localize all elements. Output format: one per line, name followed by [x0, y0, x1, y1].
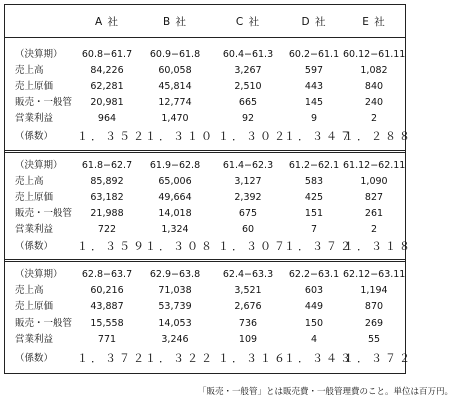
- cell: 61.2−62.1: [288, 160, 340, 171]
- cell: 151: [304, 208, 324, 219]
- cell: 3,521: [234, 285, 262, 296]
- block-divider: [5, 259, 405, 262]
- cell: 21,988: [90, 208, 124, 219]
- cell: 583: [304, 176, 324, 187]
- header-company-b: B 社: [162, 16, 188, 28]
- row-label-sga: 販売・一般管: [15, 208, 73, 219]
- row-label-coefficient: （係数）: [15, 131, 54, 142]
- cell: １．２８８: [343, 130, 413, 143]
- cell: 2: [370, 113, 378, 124]
- cell: 71,038: [158, 285, 192, 296]
- cell: 2: [370, 224, 378, 235]
- cell: 49,664: [158, 192, 192, 203]
- cell: 60,216: [90, 285, 124, 296]
- cell: 870: [364, 301, 384, 312]
- cell: １．３１８: [343, 240, 413, 253]
- cell: 14,018: [158, 208, 192, 219]
- row-label-cogs: 売上原価: [15, 301, 54, 312]
- cell: １．３２２: [145, 352, 215, 365]
- row-label-sales: 売上高: [15, 65, 44, 76]
- cell: 964: [97, 113, 117, 124]
- cell: 53,739: [158, 301, 192, 312]
- footnote: 「販売・一般管」とは販売費・一般管理費のこと。単位は百万円。: [198, 387, 453, 397]
- cell: 85,892: [90, 176, 124, 187]
- cell: 150: [304, 318, 324, 329]
- header-company-e: E 社: [362, 16, 386, 28]
- cell: 60.8−61.7: [81, 49, 133, 60]
- cell: 62.9−63.8: [149, 269, 201, 280]
- cell: 2,676: [234, 301, 262, 312]
- cell: 1,090: [360, 176, 388, 187]
- cell: 425: [304, 192, 324, 203]
- cell: 1,082: [360, 65, 388, 76]
- cell: 92: [241, 113, 255, 124]
- header-company-d: D 社: [301, 16, 327, 28]
- row-label-sales: 売上高: [15, 176, 44, 187]
- cell: 261: [364, 208, 384, 219]
- row-label-cogs: 売上原価: [15, 192, 54, 203]
- block-divider: [5, 150, 405, 153]
- row-label-sga: 販売・一般管: [15, 318, 73, 329]
- cell: 1,324: [161, 224, 189, 235]
- cell: 62.4−63.3: [222, 269, 274, 280]
- cell: １．３１０: [145, 130, 215, 143]
- cell: 61.4−62.3: [222, 160, 274, 171]
- cell: 722: [97, 224, 117, 235]
- cell: 3,267: [234, 65, 262, 76]
- cell: 14,053: [158, 318, 192, 329]
- row-label-operating-profit: 営業利益: [15, 113, 54, 124]
- header-company-a: A 社: [94, 16, 120, 28]
- cell: 827: [364, 192, 384, 203]
- cell: 443: [304, 81, 324, 92]
- cell: 60: [241, 224, 255, 235]
- cell: 62.8−63.7: [81, 269, 133, 280]
- header-row: [5, 5, 405, 38]
- cell: 84,226: [90, 65, 124, 76]
- row-label-operating-profit: 営業利益: [15, 334, 54, 345]
- cell: 62,281: [90, 81, 124, 92]
- cell: 61.8−62.7: [81, 160, 133, 171]
- row-label-operating-profit: 営業利益: [15, 224, 54, 235]
- cell: 675: [238, 208, 258, 219]
- cell: １．３７２: [77, 352, 147, 365]
- cell: 20,981: [90, 97, 124, 108]
- cell: 62.2−63.1: [288, 269, 340, 280]
- cell: １．３７２: [284, 240, 354, 253]
- cell: 45,814: [158, 81, 192, 92]
- cell: 665: [238, 97, 258, 108]
- cell: 2,392: [234, 192, 262, 203]
- cell: １．３０８: [145, 240, 215, 253]
- cell: １．３１６: [218, 352, 288, 365]
- cell: 240: [364, 97, 384, 108]
- cell: 12,774: [158, 97, 192, 108]
- cell: 62.12−63.11: [343, 269, 406, 280]
- cell: １．３５９: [77, 240, 147, 253]
- row-label-coefficient: （係数）: [15, 241, 54, 252]
- financial-table: [4, 4, 413, 374]
- cell: 2,510: [234, 81, 262, 92]
- cell: １．３４７: [284, 130, 354, 143]
- cell: 1,470: [161, 113, 189, 124]
- cell: 4: [310, 334, 318, 345]
- cell: 3,246: [161, 334, 189, 345]
- row-label-period: （決算期）: [15, 49, 63, 60]
- cell: 65,006: [158, 176, 192, 187]
- cell: 9: [310, 113, 318, 124]
- cell: １．３４３: [284, 352, 354, 365]
- cell: 55: [367, 334, 381, 345]
- cell: 7: [310, 224, 318, 235]
- cell: 771: [97, 334, 117, 345]
- cell: 63,182: [90, 192, 124, 203]
- cell: 1,194: [360, 285, 388, 296]
- cell: １．３７２: [343, 352, 413, 365]
- row-label-sga: 販売・一般管: [15, 97, 73, 108]
- cell: 269: [364, 318, 384, 329]
- cell: 61.12−62.11: [343, 160, 406, 171]
- header-company-c: C 社: [235, 16, 261, 28]
- cell: 60.4−61.3: [222, 49, 274, 60]
- cell: 15,558: [90, 318, 124, 329]
- cell: 736: [238, 318, 258, 329]
- cell: 109: [238, 334, 258, 345]
- cell: 60,058: [158, 65, 192, 76]
- cell: 61.9−62.8: [149, 160, 201, 171]
- cell: 3,127: [234, 176, 262, 187]
- cell: 43,887: [90, 301, 124, 312]
- row-label-period: （決算期）: [15, 160, 63, 171]
- cell: １．３０２: [218, 130, 288, 143]
- cell: 603: [304, 285, 324, 296]
- cell: 60.9−61.8: [149, 49, 201, 60]
- cell: 597: [304, 65, 324, 76]
- row-label-cogs: 売上原価: [15, 81, 54, 92]
- cell: １．３５２: [77, 130, 147, 143]
- row-label-period: （決算期）: [15, 269, 63, 280]
- cell: 60.2−61.1: [288, 49, 340, 60]
- cell: 449: [304, 301, 324, 312]
- row-label-coefficient: （係数）: [15, 353, 54, 364]
- row-label-sales: 売上高: [15, 285, 44, 296]
- cell: １．３０７: [218, 240, 288, 253]
- cell: 145: [304, 97, 324, 108]
- cell: 840: [364, 81, 384, 92]
- cell: 60.12−61.11: [343, 49, 406, 60]
